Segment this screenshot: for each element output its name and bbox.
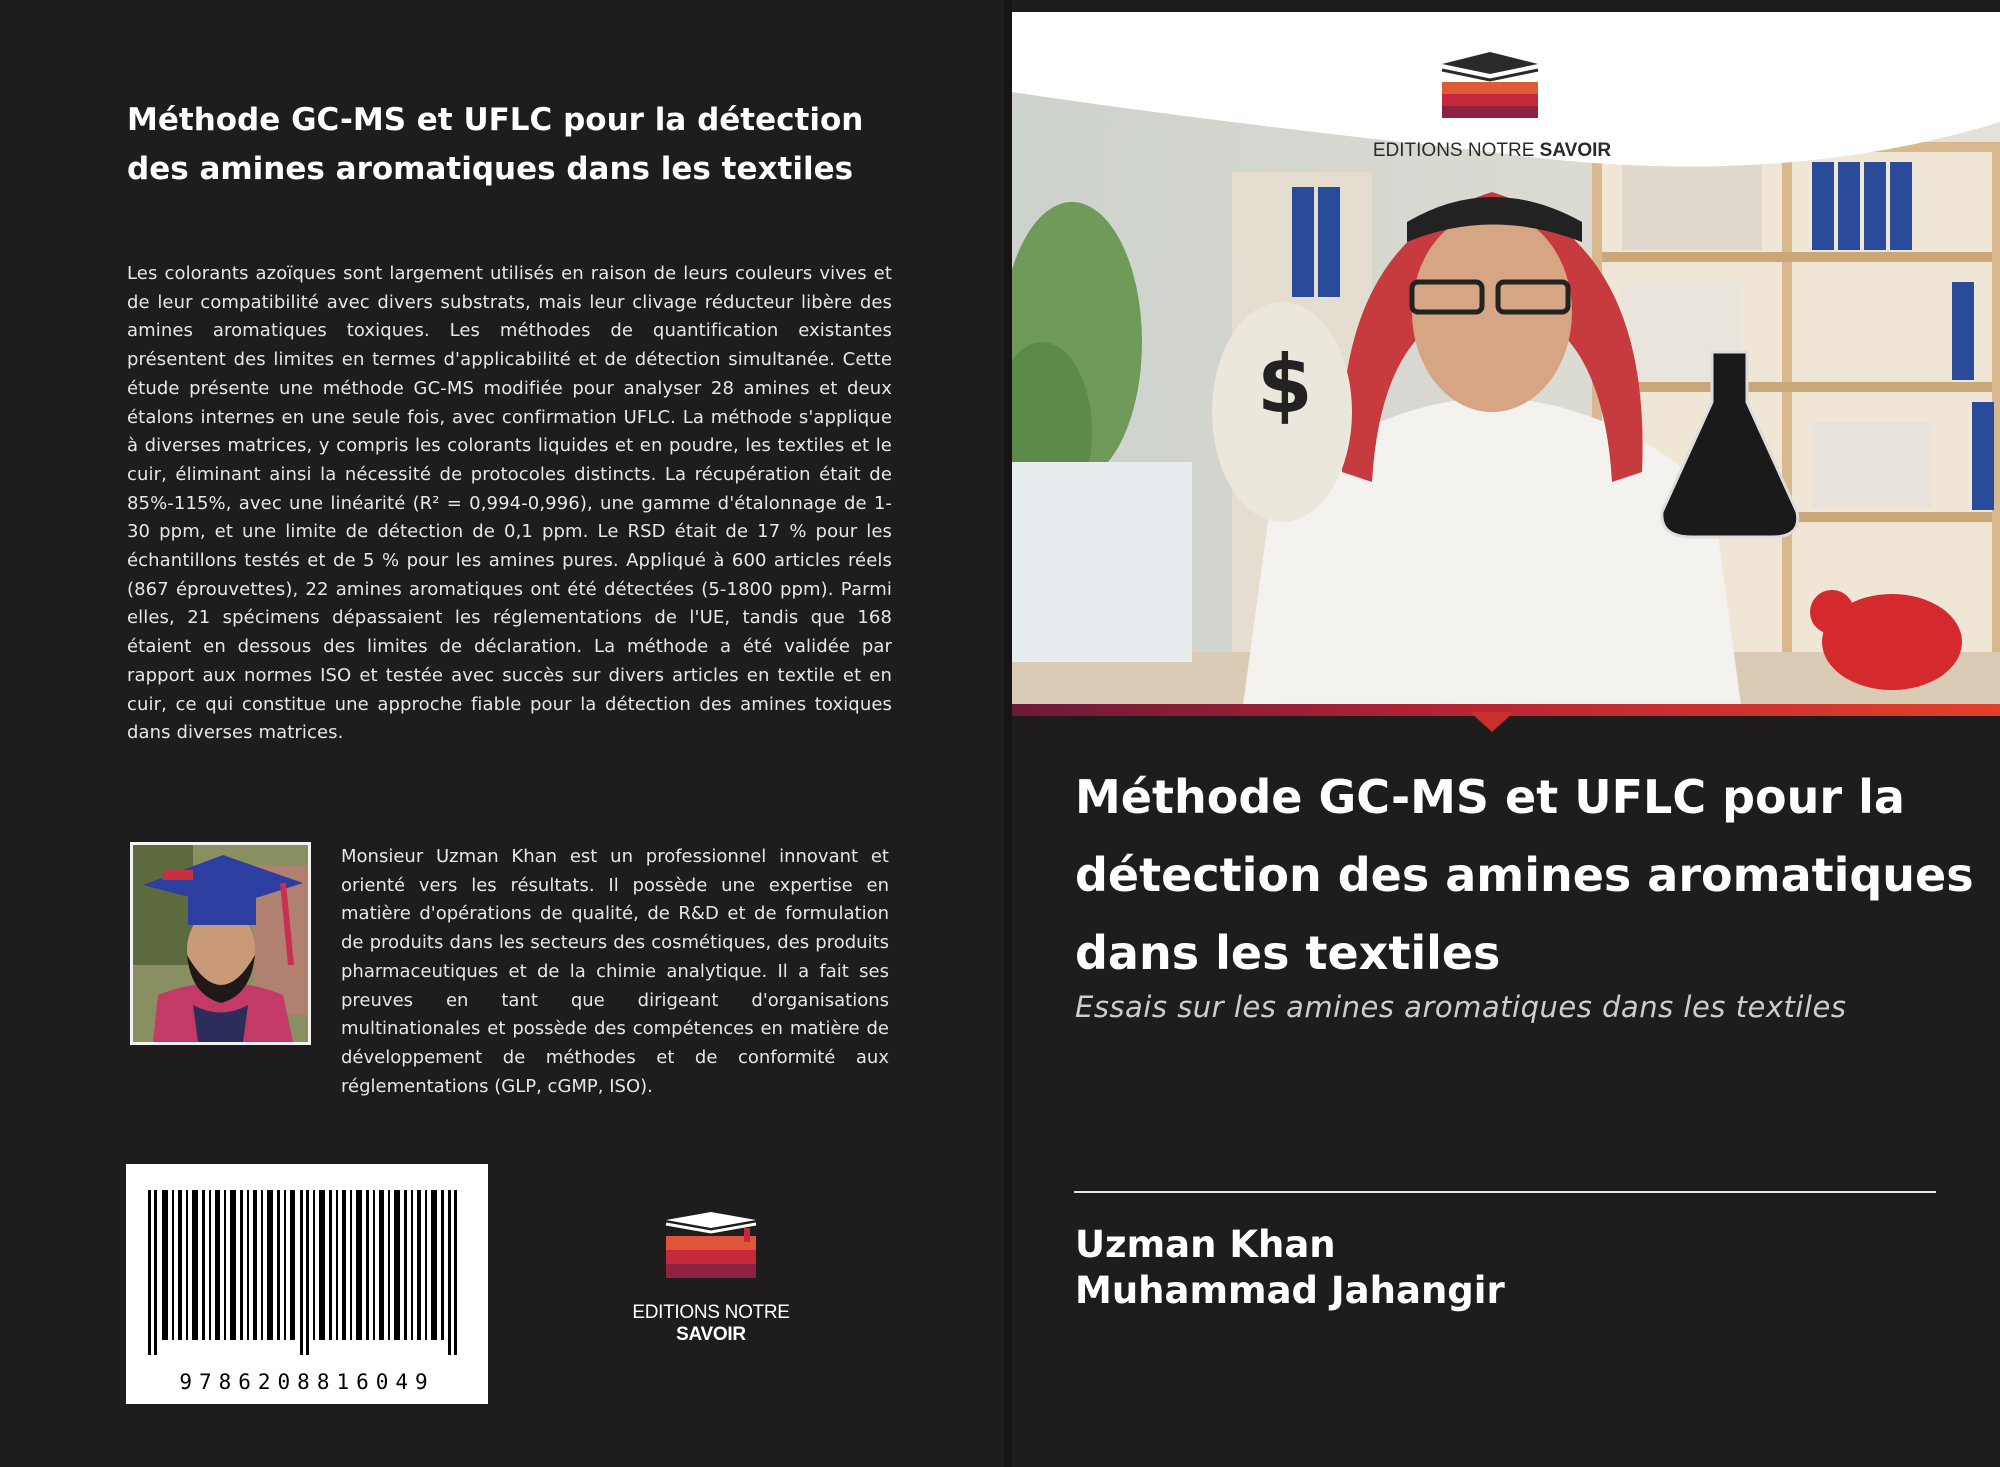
author-portrait-image bbox=[133, 845, 308, 1042]
front-cover-subtitle: Essais sur les amines aromatiques dans les textiles bbox=[1075, 990, 1847, 1024]
svg-text:$: $ bbox=[1257, 338, 1313, 431]
accent-notch bbox=[1470, 712, 1514, 732]
back-cover-title: Méthode GC-MS et UFLC pour la détection des amines aromatiques dans les textiles bbox=[127, 102, 864, 187]
isbn-barcode bbox=[126, 1164, 488, 1404]
author-divider bbox=[1074, 1191, 1936, 1193]
back-cover-abstract: Les colorants azoïques sont largement utilisés en raison de leurs couleurs vives et de leur compatibilité avec divers substrats, mais leur clivage réducteur libère des amines aromatiques toxiques. Les méthodes de quantification existantes présentent des limites en termes d'applicabilité et de détection simultanée. Cette étude présente une méthode GC-MS modifiée pour analyser 28 amines et deux étalons internes en une seule fois, avec confirmation UFLC. La méthode s'applique à diverses matrices, y compris les colorants liquides et en poudre, les textiles et le cuir, éliminant ainsi la nécessité de protocoles distincts. La récupération était de 85%-115%, avec une linéarité (R² = 0,994-0,996), une gamme d'étalonnage de 1-30 ppm, et une limite de détection de 0,1 ppm. Le RSD était de 17 % pour les échantillons testés et de 5 % pour les amines pures. Appliqué à 600 articles réels (867 éprouvettes), 22 amines aromatiques ont été détectées (5-1800 ppm). Parmi elles, 21 spécimens dépassaient les réglementations de l'UE, tandis que 168 étaient en dessous des limites de déclaration. La méthode a été validée par rapport aux normes ISO et testée avec succès sur divers articles en textile et en cuir, ce qui constitue une approche fiable pour la détection des amines toxiques dans diverses matrices. bbox=[127, 263, 892, 744]
cover-photo bbox=[1012, 12, 2000, 712]
back-publisher-name: EDITIONS NOTRE SAVOIR bbox=[632, 1302, 790, 1345]
front-cover-title: Méthode GC-MS et UFLC pour la détection des amines aromatiques dans les textiles bbox=[1075, 770, 1974, 980]
publisher-logo-icon bbox=[596, 1212, 826, 1292]
barcode-bars bbox=[126, 1164, 488, 1364]
author-list bbox=[1075, 1222, 1935, 1314]
author-name: Muhammad Jahangir bbox=[1075, 1269, 1505, 1312]
author-photo bbox=[130, 842, 311, 1045]
isbn-digits: 9786208816049 bbox=[179, 1370, 435, 1394]
cover-photo-image bbox=[1012, 12, 2000, 712]
author-bio: Monsieur Uzman Khan est un professionnel innovant et orienté vers les résultats. Il possède une expertise en matière d'opérations de qualité, de R&D et de formulation de produits dans les secteurs des cosmétiques, des produits pharmaceutiques et de la chimie analytique. Il a fait ses preuves en tant que dirigeant d'organisations multinationales et possède des compétences en matière de développement de méthodes et de conformité aux réglementations (GLP, cGMP, ISO). bbox=[341, 846, 889, 1097]
back-publisher-logo bbox=[596, 1212, 826, 1345]
book-spine bbox=[1004, 0, 1012, 1467]
author-name: Uzman Khan bbox=[1075, 1223, 1336, 1266]
front-publisher-name: EDITIONS NOTRE SAVOIR bbox=[1372, 140, 1612, 161]
